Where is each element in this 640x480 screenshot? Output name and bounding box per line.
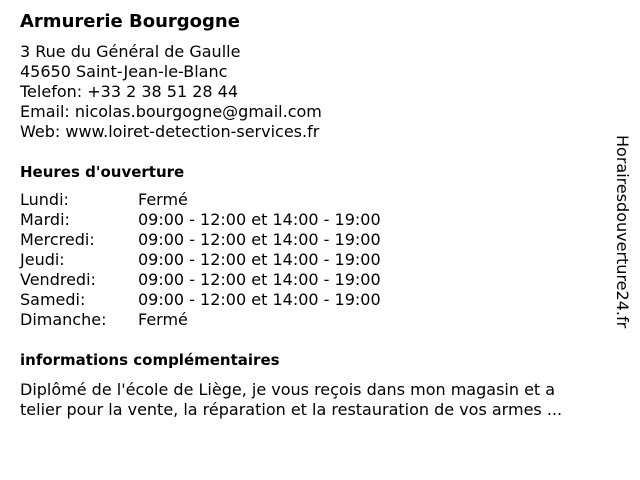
info-line: Diplômé de l'école de Liège, je vous reçois dans mon magasin et a: [20, 380, 556, 399]
phone-line: Telefon: +33 2 38 51 28 44: [20, 82, 239, 101]
hours-row: [20, 310, 381, 330]
email-line: Email: nicolas.bourgogne@gmail.com: [20, 102, 322, 121]
info-description: [20, 380, 610, 420]
day-hours: 09:00 - 12:00 et 14:00 - 19:00: [138, 250, 381, 269]
hours-row: [20, 230, 381, 250]
business-card: [20, 10, 610, 420]
site-watermark: Horairesdouverture24.fr: [613, 135, 632, 329]
day-label: Dimanche:: [20, 310, 107, 329]
web-line: Web: www.loiret-detection-services.fr: [20, 122, 320, 141]
day-label: Samedi:: [20, 290, 86, 309]
hours-heading: Heures d'ouverture: [20, 163, 185, 181]
day-hours: 09:00 - 12:00 et 14:00 - 19:00: [138, 210, 381, 229]
day-hours: Fermé: [138, 190, 188, 209]
day-hours: 09:00 - 12:00 et 14:00 - 19:00: [138, 290, 381, 309]
day-label: Mardi:: [20, 210, 70, 229]
day-label: Vendredi:: [20, 270, 96, 289]
hours-row: [20, 270, 381, 290]
opening-hours-table: [20, 190, 381, 330]
address-city: 45650 Saint-Jean-le-Blanc: [20, 62, 228, 81]
day-hours: 09:00 - 12:00 et 14:00 - 19:00: [138, 270, 381, 289]
hours-row: [20, 210, 381, 230]
hours-row: [20, 290, 381, 310]
day-label: Lundi:: [20, 190, 69, 209]
day-hours: 09:00 - 12:00 et 14:00 - 19:00: [138, 230, 381, 249]
day-label: Jeudi:: [20, 250, 65, 269]
day-hours: Fermé: [138, 310, 188, 329]
hours-row: [20, 250, 381, 270]
info-line: telier pour la vente, la réparation et la restauration de vos armes ...: [20, 400, 563, 419]
hours-row: [20, 190, 381, 210]
day-label: Mercredi:: [20, 230, 95, 249]
business-name: Armurerie Bourgogne: [20, 11, 240, 32]
info-heading: informations complémentaires: [20, 351, 280, 369]
address-street: 3 Rue du Général de Gaulle: [20, 42, 241, 61]
